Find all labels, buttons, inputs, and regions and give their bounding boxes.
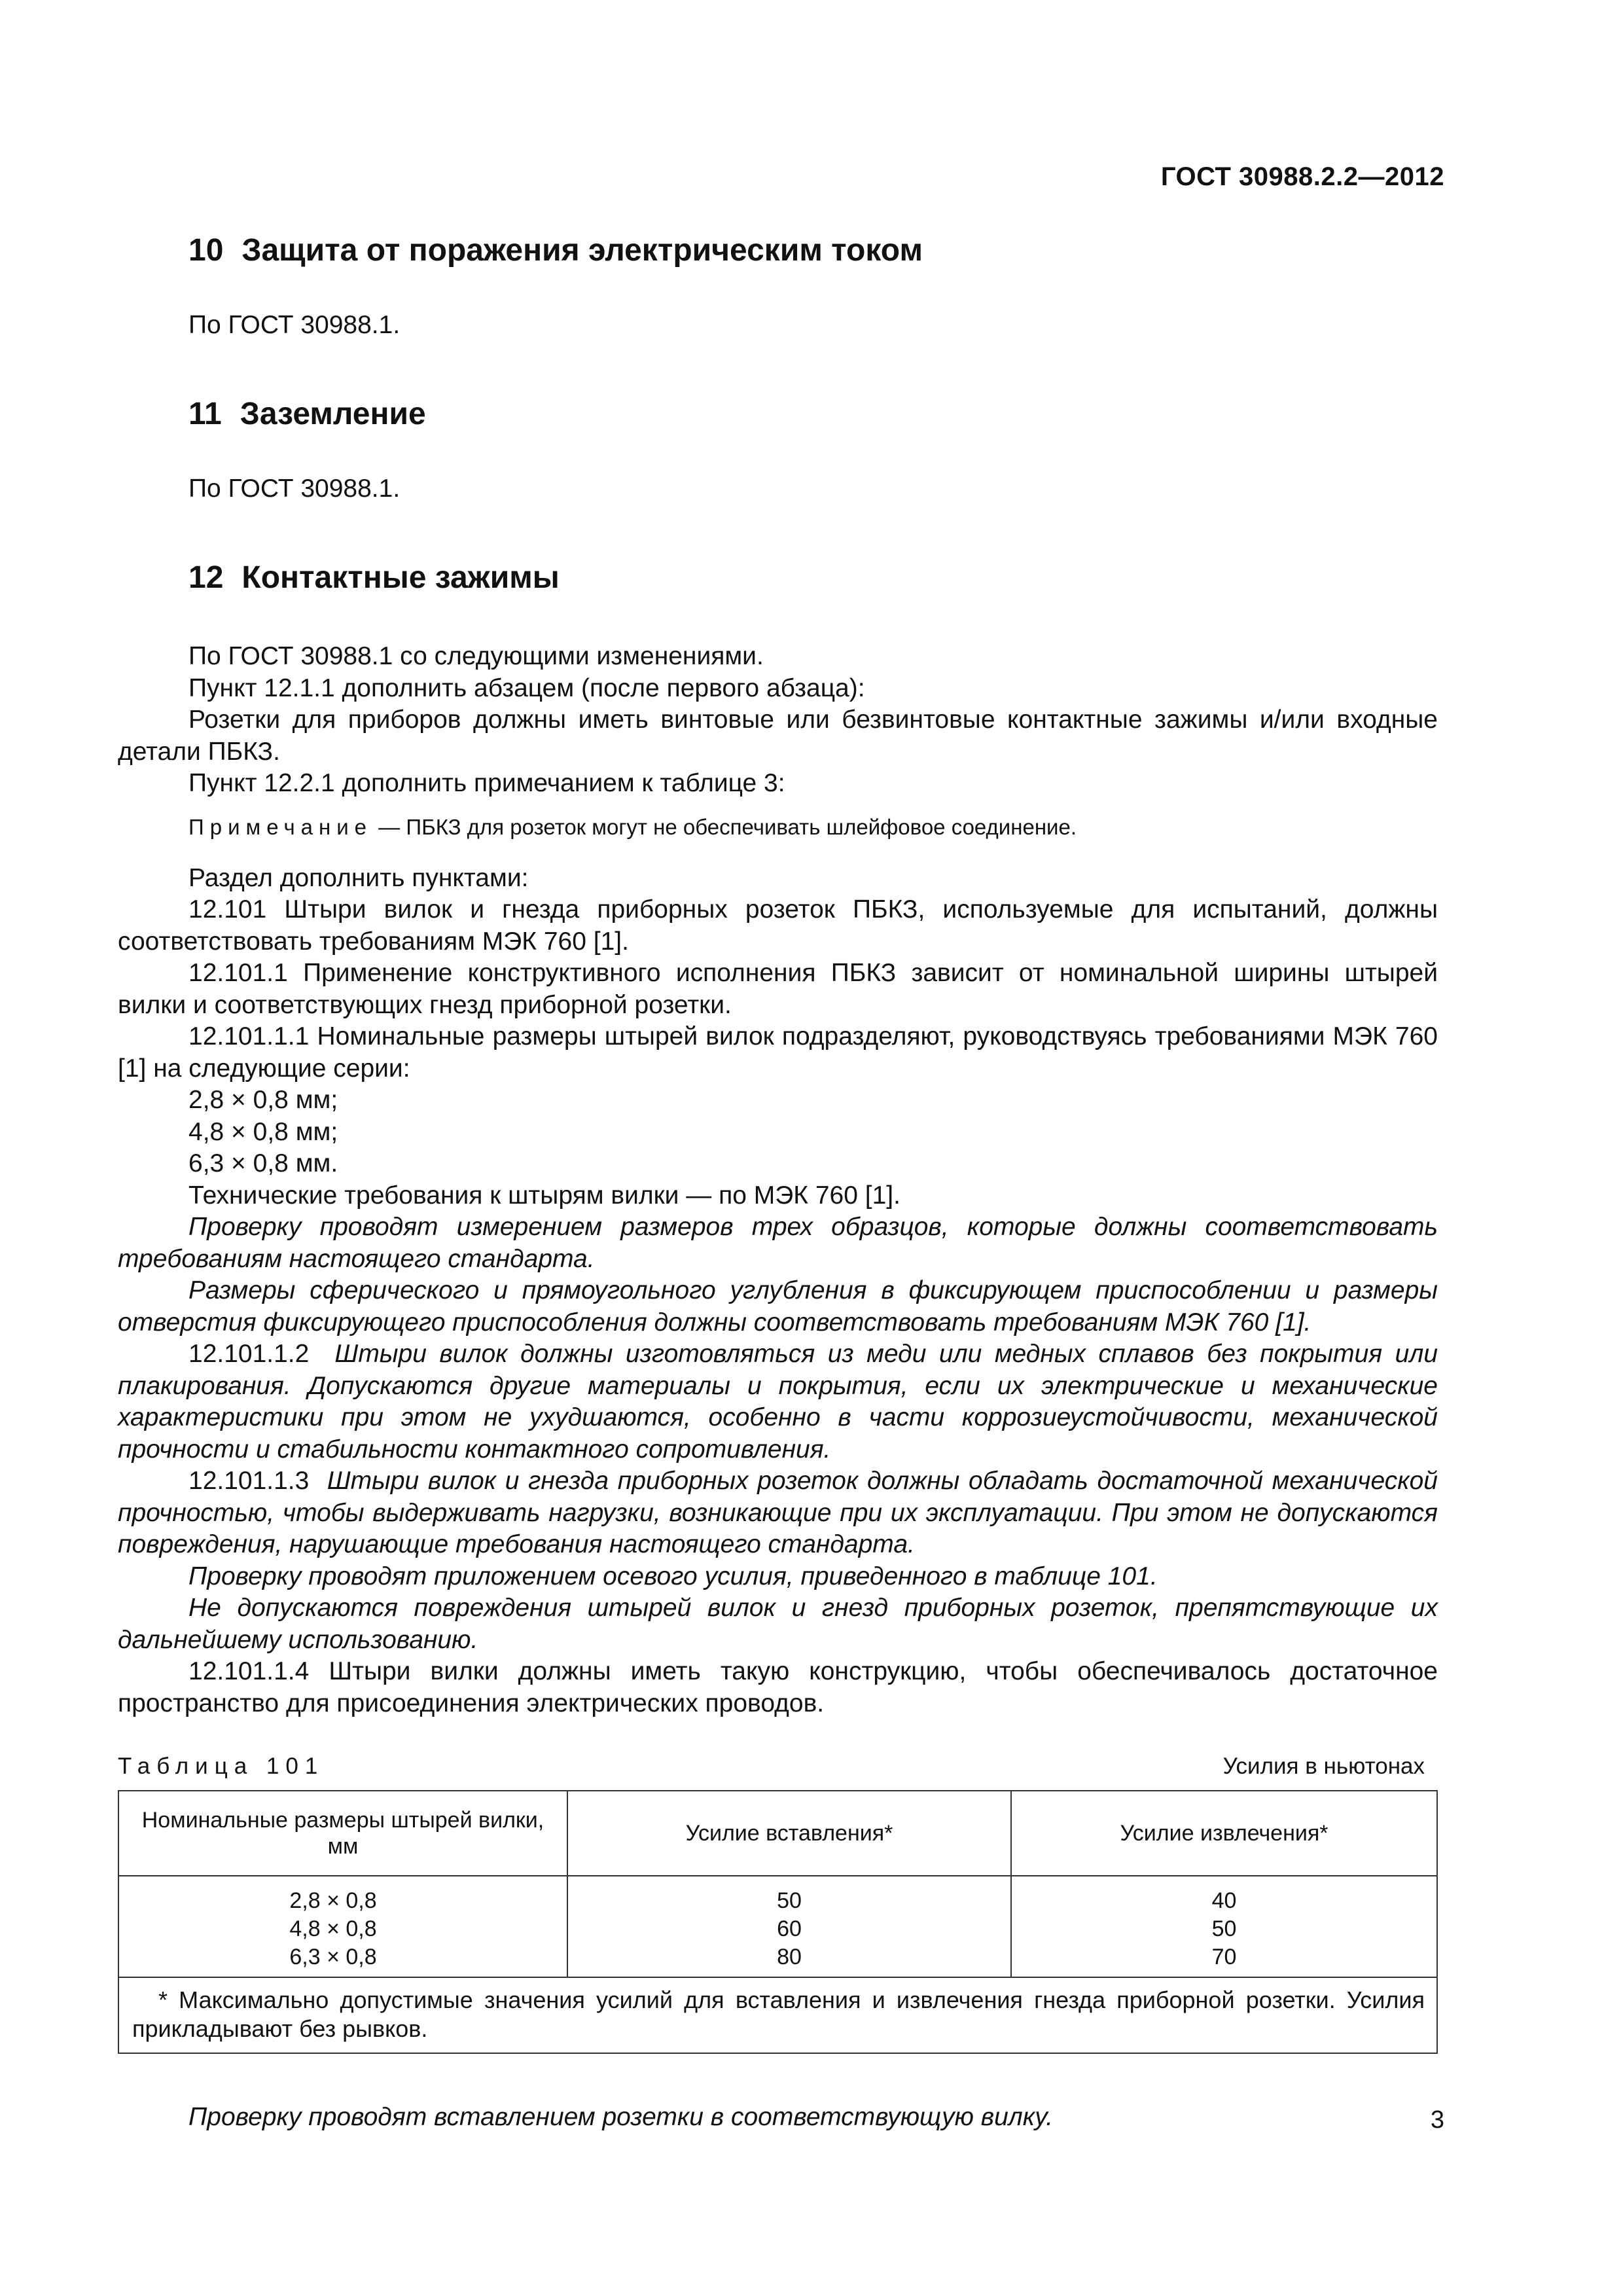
cell-value: 70 bbox=[1211, 1945, 1237, 1969]
paragraph-italic: Не допускаются повреждения штырей вилок и гнезд приборных розеток, препятствующие их дальнейшему использованию. bbox=[118, 1594, 1438, 1654]
table-cell bbox=[567, 1876, 1011, 1977]
page-content bbox=[118, 232, 1438, 2132]
paragraph: По ГОСТ 30988.1 со следующими изменениями. bbox=[188, 642, 764, 670]
cell-value: 60 bbox=[777, 1916, 802, 1941]
paragraph: 12.101.1.4 Штыри вилки должны иметь такую конструкцию, чтобы обеспечивалось достаточное пространство для присоединения электрических проводов. bbox=[118, 1657, 1438, 1717]
paragraph: Технические требования к штырям вилки — по МЭК 760 [1]. bbox=[188, 1181, 901, 1210]
paragraph: 12.101.1.1 Номинальные размеры штырей вилок подразделяют, руководствуясь требованиями МЭК 760 [1] на следующие серии: bbox=[118, 1022, 1438, 1083]
table-header-row bbox=[118, 1791, 1437, 1876]
section-number: 11 bbox=[188, 397, 222, 431]
standard-header: ГОСТ 30988.2.2—2012 bbox=[1160, 162, 1444, 191]
clause-text: Штыри вилок и гнезда приборных розеток должны обладать достаточной механической прочностью, чтобы выдерживать нагрузки, возникающие при их эксплуатации. При этом не допускаются повреждения, нарушающие требования настоящего стандарта. bbox=[118, 1467, 1438, 1558]
paragraph: Розетки для приборов должны иметь винтовые или безвинтовые контактные зажимы и/или входные детали ПБКЗ. bbox=[118, 706, 1438, 766]
note-label: Примечание bbox=[188, 814, 373, 839]
section-11-text: По ГОСТ 30988.1. bbox=[188, 475, 401, 503]
paragraph: 12.101 Штыри вилок и гнезда приборных розеток ПБКЗ, используемые для испытаний, должны соответствовать требованиям МЭК 760 [1]. bbox=[118, 895, 1438, 956]
list-item: 6,3 × 0,8 мм. bbox=[188, 1149, 338, 1177]
paragraph-italic: Размеры сферического и прямоугольного углубления в фиксирующем приспособлении и размеры отверстия фиксирующего приспособления должны соответствовать требованиям МЭК 760 [1]. bbox=[118, 1276, 1438, 1336]
list-item: 2,8 × 0,8 мм; bbox=[188, 1086, 338, 1114]
cell-value: 50 bbox=[1211, 1916, 1237, 1941]
column-header: Усилие извлечения* bbox=[1011, 1791, 1437, 1876]
cell-value: 6,3 × 0,8 bbox=[289, 1945, 377, 1969]
paragraph: Раздел дополнить пунктами: bbox=[188, 863, 529, 892]
cell-value: 50 bbox=[777, 1888, 802, 1913]
section-heading-12 bbox=[188, 560, 1438, 596]
column-header: Номинальные размеры штырей вилки, мм bbox=[118, 1791, 567, 1876]
cell-value: 80 bbox=[777, 1945, 802, 1969]
table-cell bbox=[1011, 1876, 1437, 1977]
table-row bbox=[118, 1876, 1437, 1977]
paragraph: 12.101.1 Применение конструктивного исполнения ПБКЗ зависит от номинальной ширины штырей вилки и соответствующих гнезд приборной розетки. bbox=[118, 959, 1438, 1019]
note bbox=[188, 813, 1438, 842]
clause-text: Штыри вилок должны изготовляться из меди или медных сплавов без покрытия или плакирования. Допускаются другие материалы и покрытия, если их электрические и механические характеристики при этом не ухудшаются, особенно в части коррозиеустойчивости, механической прочности и стабильности контактного сопротивления. bbox=[118, 1340, 1438, 1463]
table-units: Усилия в ньютонах bbox=[1222, 1753, 1425, 1779]
table-cell bbox=[118, 1876, 567, 1977]
paragraph: Пункт 12.1.1 дополнить абзацем (после первого абзаца): bbox=[188, 673, 865, 702]
clause-number: 12.101.1.3 bbox=[188, 1467, 310, 1495]
paragraph-italic: Проверку проводят приложением осевого усилия, приведенного в таблице 101. bbox=[188, 1562, 1158, 1590]
section-heading-10 bbox=[188, 232, 1438, 269]
note-text: — ПБКЗ для розеток могут не обеспечивать шлейфовое соединение. bbox=[372, 814, 1077, 839]
list-item: 4,8 × 0,8 мм; bbox=[188, 1117, 338, 1146]
cell-value: 2,8 × 0,8 bbox=[289, 1888, 377, 1913]
section-title-text: Контактные зажимы bbox=[241, 560, 560, 595]
table-caption-row bbox=[118, 1752, 1438, 1781]
cell-value: 4,8 × 0,8 bbox=[289, 1916, 377, 1941]
section-title-text: Заземление bbox=[240, 397, 426, 431]
page-number: 3 bbox=[1430, 2106, 1444, 2134]
closing-paragraph: Проверку проводят вставлением розетки в соответствующую вилку. bbox=[188, 2103, 1053, 2131]
paragraph bbox=[118, 1465, 1438, 1561]
table-caption: Таблица 101 bbox=[118, 1753, 325, 1779]
table-footnote: * Максимально допустимые значения усилий для вставления и извлечения гнезда приборной розетки. Усилия прикладывают без рывков. bbox=[118, 1977, 1437, 2053]
data-table bbox=[118, 1790, 1438, 2054]
paragraph: Пункт 12.2.1 дополнить примечанием к таблице 3: bbox=[188, 769, 785, 797]
table-footnote-row bbox=[118, 1977, 1437, 2053]
column-header: Усилие вставления* bbox=[567, 1791, 1011, 1876]
section-number: 10 bbox=[188, 233, 224, 268]
section-10-text: По ГОСТ 30988.1. bbox=[188, 311, 401, 339]
paragraph-italic: Проверку проводят измерением размеров трех образцов, которые должны соответствовать требованиям настоящего стандарта. bbox=[118, 1213, 1438, 1273]
section-heading-11 bbox=[188, 396, 1438, 433]
section-number: 12 bbox=[188, 560, 224, 595]
paragraph bbox=[118, 1338, 1438, 1465]
cell-value: 40 bbox=[1211, 1888, 1237, 1913]
section-title-text: Защита от поражения электрическим током bbox=[241, 233, 923, 268]
clause-number: 12.101.1.2 bbox=[188, 1340, 310, 1368]
